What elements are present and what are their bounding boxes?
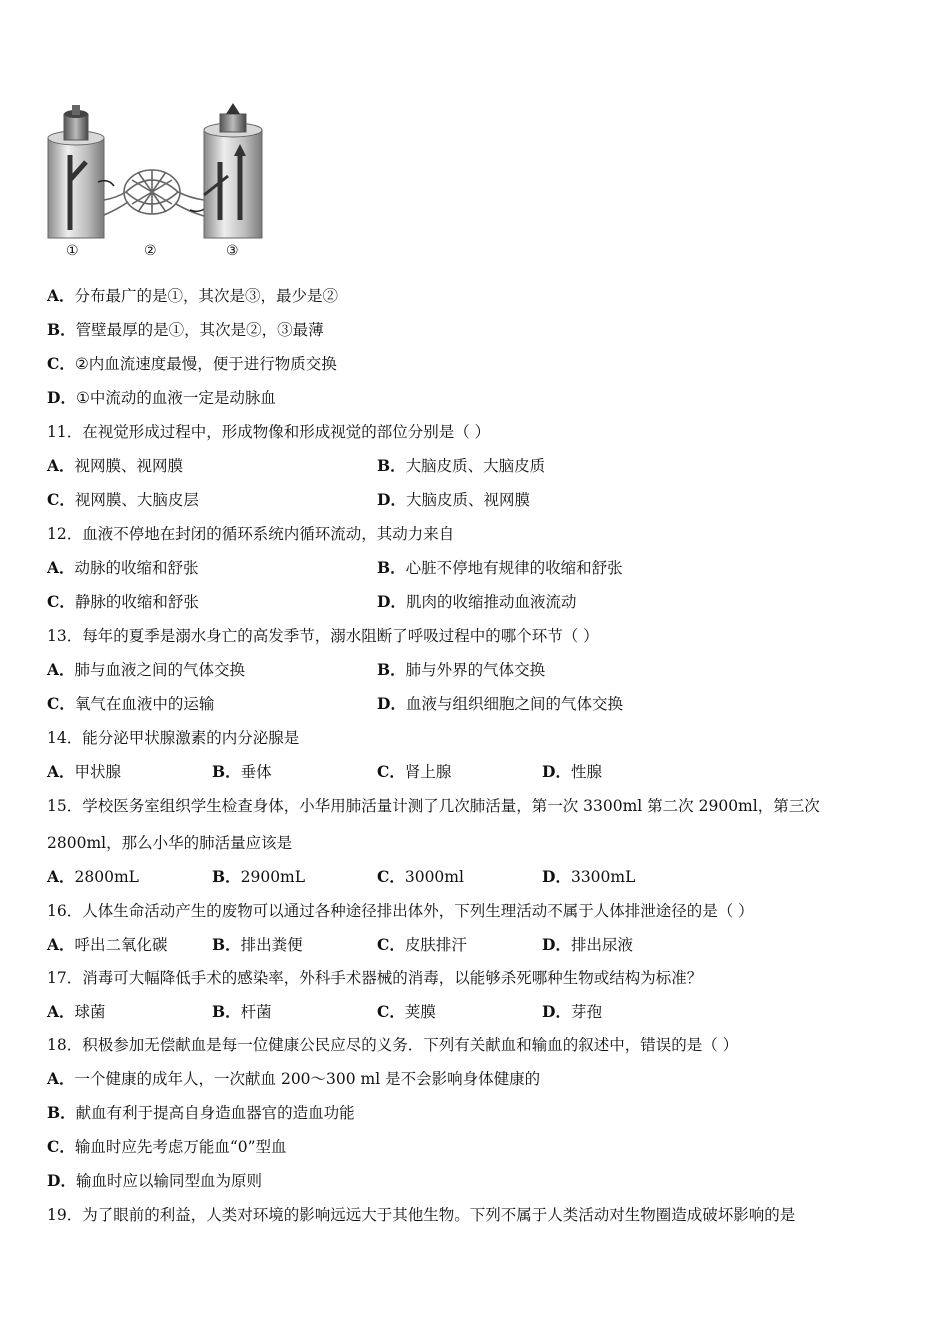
blood-vessels-icon (40, 100, 280, 265)
q10-option-c: C．②内血流速度最慢，便于进行物质交换 (47, 354, 337, 373)
q15-option-d: D．3300mL (542, 867, 636, 886)
q14-option-b: B．垂体 (212, 762, 272, 781)
q18-option-b: B．献血有利于提高自身造血器官的造血功能 (47, 1103, 355, 1122)
figure-label-1: ① (66, 243, 79, 259)
q12-stem: 12．血液不停地在封闭的循环系统内循环流动，其动力来自 (47, 525, 455, 543)
q15-option-a: A．2800mL (47, 867, 139, 886)
q13-option-c: C．氧气在血液中的运输 (47, 694, 215, 713)
q18-option-a: A．一个健康的成年人，一次献血 200～300 ml 是不会影响身体健康的 (47, 1069, 541, 1088)
q12-option-c: C．静脉的收缩和舒张 (47, 592, 199, 611)
q12-option-a: A．动脉的收缩和舒张 (47, 558, 199, 577)
q17-option-c: C．荚膜 (377, 1002, 436, 1021)
q14-option-a: A．甲状腺 (47, 762, 122, 781)
q11-option-a: A．视网膜、视网膜 (47, 456, 184, 475)
q10-option-d: D．①中流动的血液一定是动脉血 (47, 388, 276, 407)
figure-label-3: ③ (226, 243, 239, 259)
q18-option-c: C．输血时应先考虑万能血“0”型血 (47, 1137, 287, 1156)
figure-label-2: ② (144, 243, 157, 259)
q14-option-d: D．性腺 (542, 762, 602, 781)
blood-vessels-figure (40, 100, 280, 265)
q12-option-b: B．心脏不停地有规律的收缩和舒张 (377, 558, 623, 577)
q13-option-d: D．血液与组织细胞之间的气体交换 (377, 694, 623, 713)
q10-option-a: A．分布最广的是①，其次是③，最少是② (47, 286, 339, 305)
q15-stem-line1: 15．学校医务室组织学生检查身体，小华用肺活量计测了几次肺活量，第一次 3300ml 第二次 2900ml，第三次 (47, 797, 820, 815)
q11-stem: 11．在视觉形成过程中，形成物像和形成视觉的部位分别是（ ） (47, 423, 491, 441)
q12-option-d: D．肌肉的收缩推动血液流动 (377, 592, 577, 611)
q11-option-c: C．视网膜、大脑皮层 (47, 490, 199, 509)
q18-stem: 18．积极参加无偿献血是每一位健康公民应尽的义务．下列有关献血和输血的叙述中，错误的是（ ） (47, 1036, 739, 1054)
q16-stem: 16．人体生命活动产生的废物可以通过各种途径排出体外，下列生理活动不属于人体排泄途径的是（ ） (47, 902, 754, 920)
q15-option-c: C．3000ml (377, 867, 464, 886)
q14-option-c: C．肾上腺 (377, 762, 452, 781)
q16-option-b: B．排出粪便 (212, 935, 303, 954)
q11-option-d: D．大脑皮质、视网膜 (377, 490, 530, 509)
q16-option-c: C．皮肤排汗 (377, 935, 467, 954)
q18-option-d: D．输血时应以输同型血为原则 (47, 1171, 262, 1190)
q15-option-b: B．2900mL (212, 867, 306, 886)
q16-option-d: D．排出尿液 (542, 935, 633, 954)
q17-option-b: B．杆菌 (212, 1002, 272, 1021)
q19-stem: 19．为了眼前的利益，人类对环境的影响远远大于其他生物。下列不属于人类活动对生物圈造成破坏影响的是 (47, 1206, 796, 1224)
q13-stem: 13．每年的夏季是溺水身亡的高发季节，溺水阻断了呼吸过程中的哪个环节（ ） (47, 627, 599, 645)
q13-option-a: A．肺与血液之间的气体交换 (47, 660, 246, 679)
q15-stem-line2: 2800ml，那么小华的肺活量应该是 (47, 834, 293, 852)
q11-option-b: B．大脑皮质、大脑皮质 (377, 456, 546, 475)
q17-option-d: D．芽孢 (542, 1002, 602, 1021)
q14-stem: 14．能分泌甲状腺激素的内分泌腺是 (47, 729, 300, 747)
q10-option-b: B．管壁最厚的是①，其次是②，③最薄 (47, 320, 324, 339)
q17-option-a: A．球菌 (47, 1002, 106, 1021)
q16-option-a: A．呼出二氧化碳 (47, 935, 168, 954)
q13-option-b: B．肺与外界的气体交换 (377, 660, 546, 679)
q17-stem: 17．消毒可大幅降低手术的感染率，外科手术器械的消毒，以能够杀死哪种生物或结构为标准？ (47, 969, 703, 987)
